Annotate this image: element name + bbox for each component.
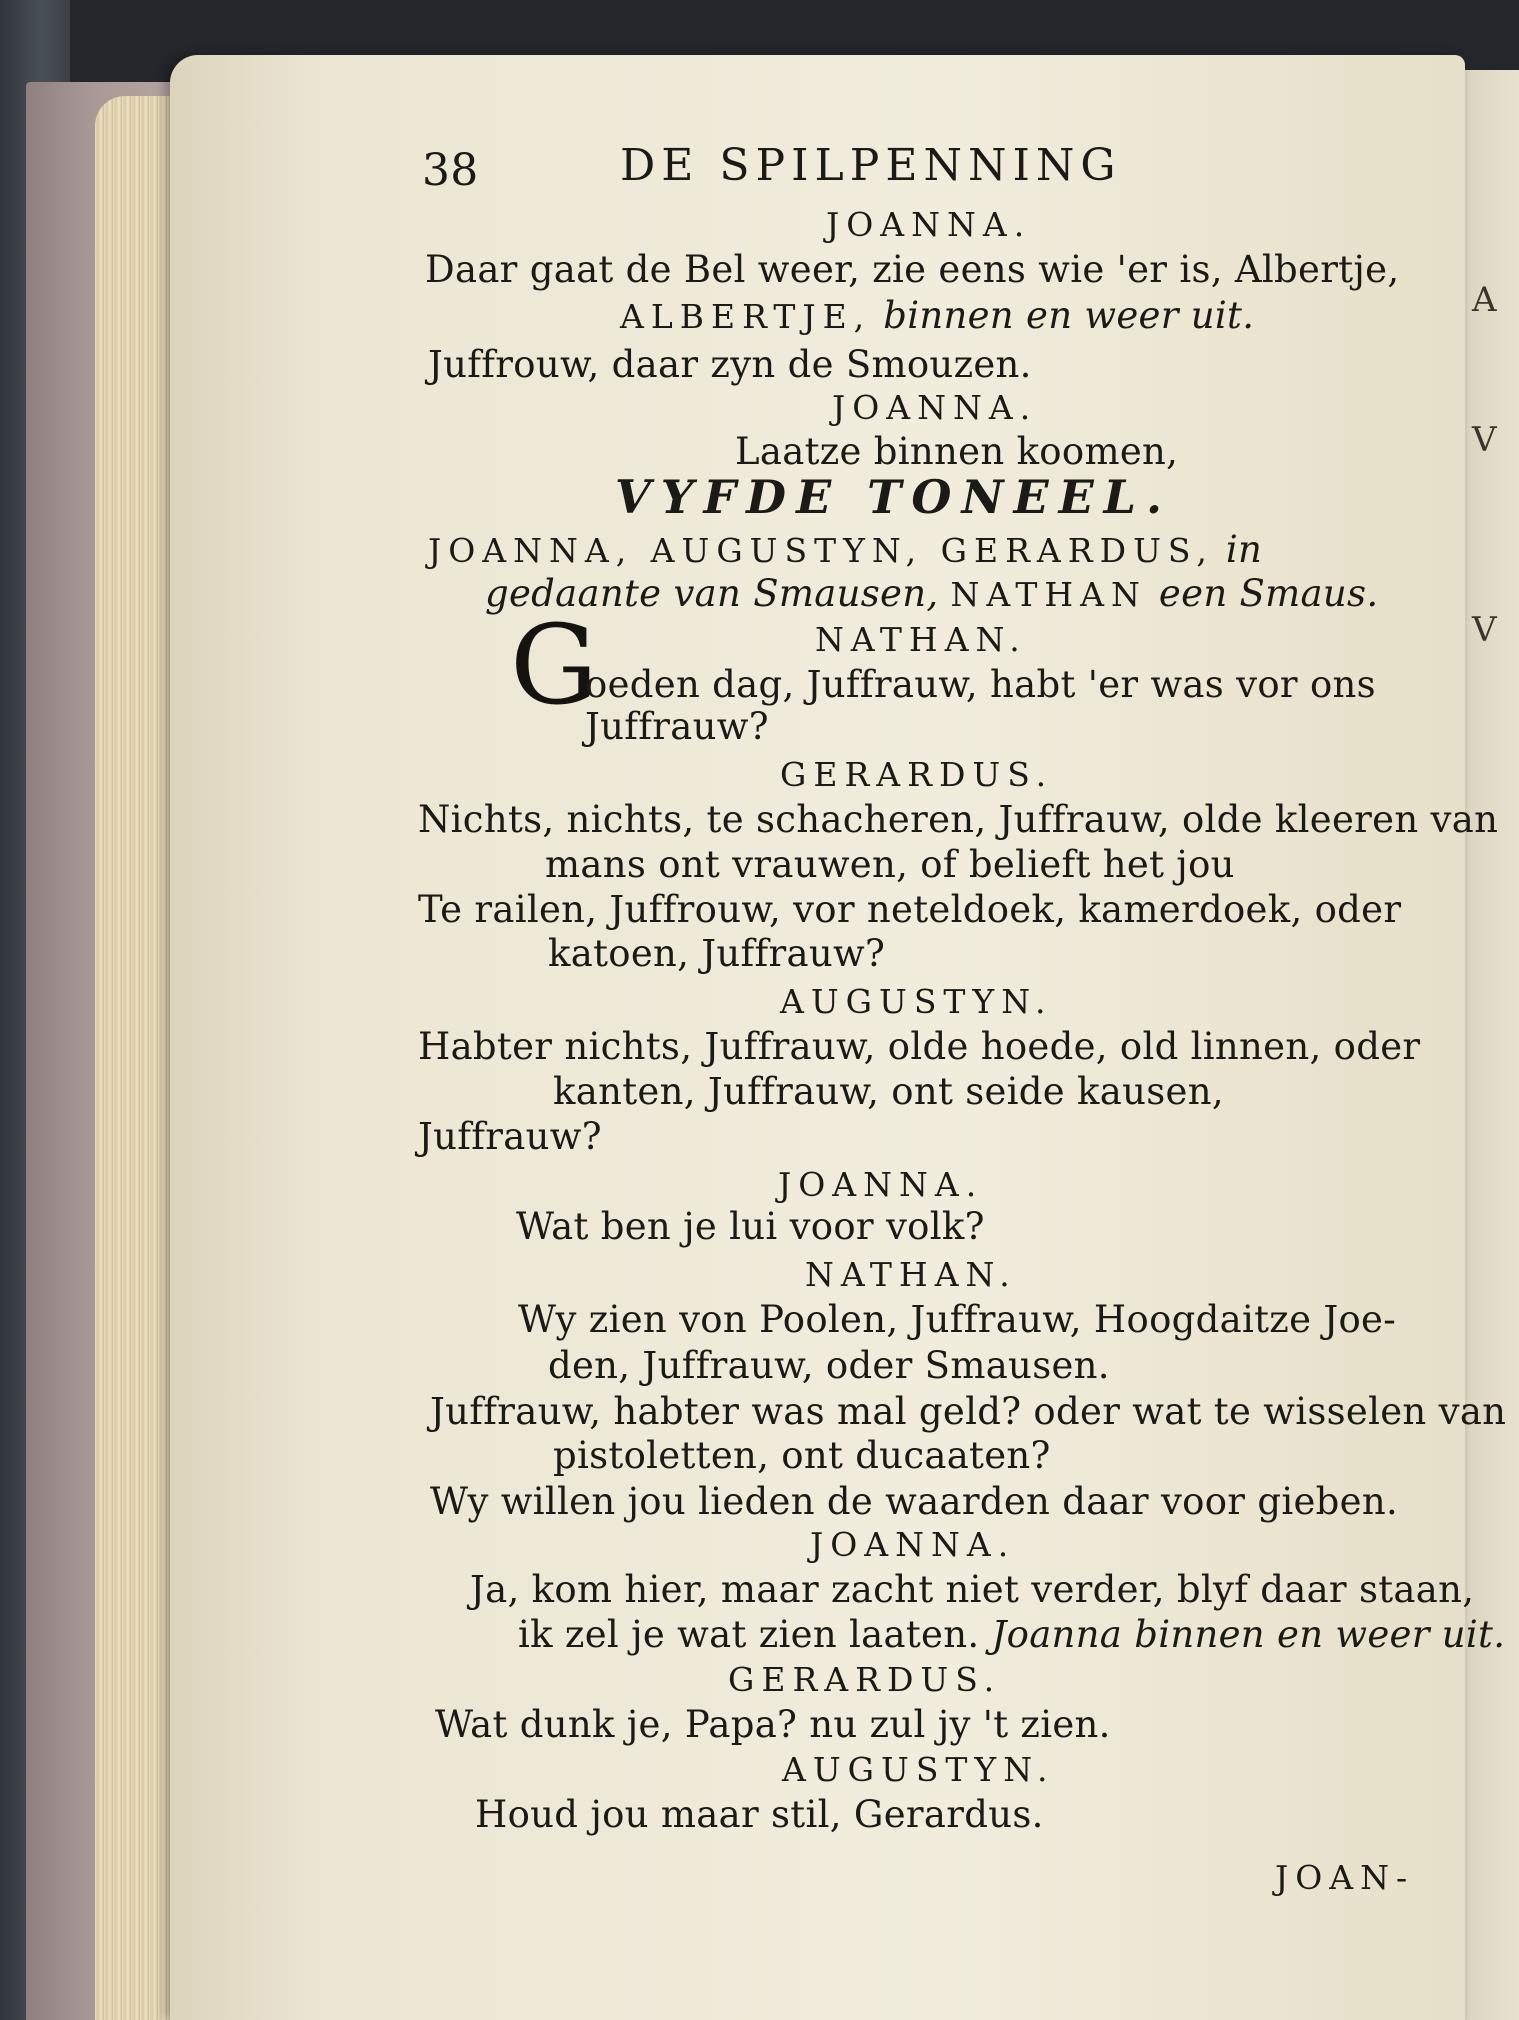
facing-page-letter: V [1472, 420, 1497, 460]
dialogue-line: Te railen, Juffrouw, vor neteldoek, kamerdoek, oder [418, 888, 1402, 931]
dialogue-line: Ja, kom hier, maar zacht niet verder, blyf daar staan, [470, 1568, 1475, 1611]
speaker-name: GERARDUS. [780, 755, 1054, 794]
dialogue-line: Houd jou maar stil, Gerardus. [475, 1793, 1044, 1836]
drop-cap: G [510, 601, 598, 729]
speaker-name: AUGUSTYN. [782, 1750, 1055, 1789]
dialogue-line: Laatze binnen koomen, [735, 430, 1179, 473]
stage-direction: binnen en weer uit. [883, 294, 1255, 337]
speaker-name: NATHAN. [805, 1255, 1017, 1294]
speaker-name: JOANNA. [810, 1525, 1016, 1564]
scene-heading: VYFDE TONEEL. [615, 470, 1172, 524]
speaker-name: AUGUSTYN. [780, 982, 1053, 1021]
dialogue-line: Daar gaat de Bel weer, zie eens wie 'er is, Albertje, [425, 248, 1400, 291]
speaker-name: ALBERTJE, [620, 297, 872, 336]
stage-direction: Joanna binnen en weer uit. [991, 1613, 1506, 1656]
dialogue-line: kanten, Juffrauw, ont seide kausen, [553, 1070, 1224, 1113]
dialogue-line: Wat dunk je, Papa? nu zul jy 't zien. [435, 1703, 1111, 1746]
dialogue-line: Juffrauw, habter was mal geld? oder wat te wisselen van [430, 1390, 1507, 1433]
dialogue-line: Habter nichts, Juffrauw, olde hoede, old linnen, oder [418, 1025, 1421, 1068]
dialogue-line: katoen, Juffrauw? [548, 932, 886, 975]
speaker-name: NATHAN. [815, 620, 1027, 659]
stage-direction: gedaante van Smausen, [485, 572, 939, 615]
dialogue-line: pistoletten, ont ducaaten? [553, 1434, 1051, 1477]
dialogue-line: Wy zien von Poolen, Juffrauw, Hoogdaitze Joe- [518, 1298, 1397, 1341]
page-number: 38 [422, 145, 479, 196]
facing-page-letter: A [1472, 280, 1497, 320]
dialogue-line: Juffrauw? [418, 1115, 602, 1158]
dialogue-line: ik zel je wat zien laaten. [518, 1613, 980, 1656]
character-list: JOANNA, AUGUSTYN, GERARDUS, [428, 531, 1214, 570]
speaker-name: JOANNA. [826, 205, 1032, 244]
speaker-name: JOANNA. [832, 388, 1038, 427]
dialogue-line: mans ont vrauwen, of belieft het jou [545, 843, 1235, 886]
dialogue-line: Juffrauw? [585, 705, 769, 748]
facing-page-letter: V [1472, 610, 1497, 650]
dialogue-line: Wy willen jou lieden de waarden daar voor gieben. [430, 1480, 1399, 1523]
dialogue-line: den, Juffrauw, oder Smausen. [548, 1344, 1110, 1387]
stage-direction: in [1225, 528, 1263, 571]
speaker-name: JOANNA. [778, 1165, 984, 1204]
dialogue-line: oeden dag, Juffrauw, habt 'er was vor ons [585, 663, 1376, 706]
speaker-name: NATHAN [950, 575, 1147, 614]
dialogue-line: Wat ben je lui voor volk? [516, 1205, 985, 1248]
speaker-name: GERARDUS. [728, 1660, 1002, 1699]
running-title: DE SPILPENNING [620, 140, 1122, 191]
dialogue-line: Nichts, nichts, te schacheren, Juffrauw, olde kleeren van [418, 798, 1499, 841]
catchword: JOAN- [1275, 1858, 1415, 1897]
dialogue-line: Juffrouw, daar zyn de Smouzen. [428, 343, 1032, 386]
stage-direction: een Smaus. [1158, 572, 1379, 615]
